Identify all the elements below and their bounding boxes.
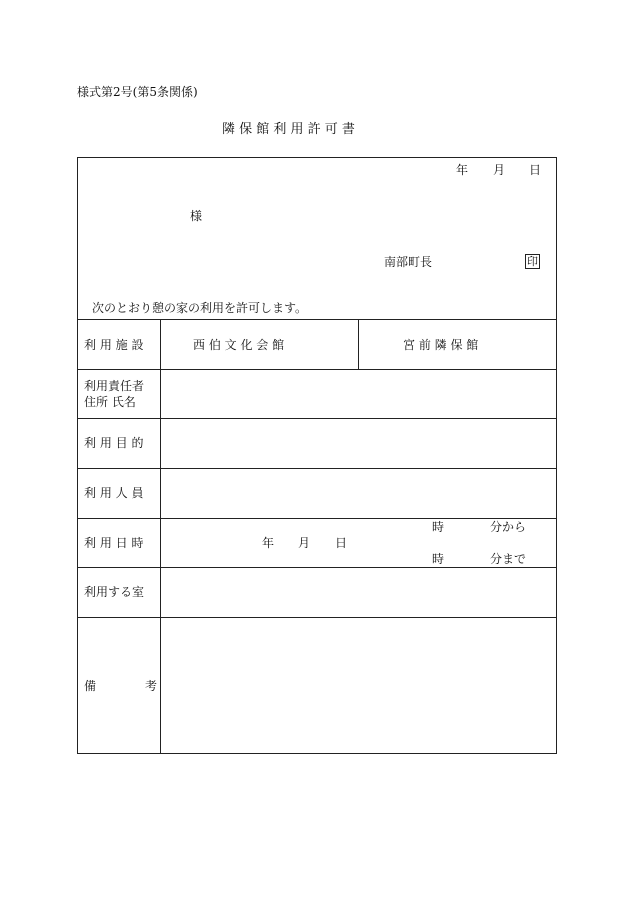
facility-option-miyamae-rinpokan: 宮 前 隣 保 館 xyxy=(403,338,479,352)
row-divider-facility xyxy=(77,319,557,320)
room-label: 利用する室 xyxy=(84,585,145,599)
row-divider-purpose xyxy=(77,418,557,419)
form-number: 様式第2号(第5条関係) xyxy=(77,85,198,99)
row-divider-responsible xyxy=(77,369,557,370)
issuer-name: 南部町長 xyxy=(384,255,433,269)
row-divider-room xyxy=(77,567,557,568)
permission-statement: 次のとおり憩の家の利用を許可します。 xyxy=(92,301,308,315)
start-hour-label: 時 xyxy=(432,520,445,534)
document-title: 隣 保 館 利 用 許 可 書 xyxy=(222,122,355,137)
facility-option-seihaku-bunka-kaikan: 西 伯 文 化 会 館 xyxy=(193,338,285,352)
facility-label: 利 用 施 設 xyxy=(84,338,144,352)
permit-form-table xyxy=(77,157,557,754)
row-divider-remarks xyxy=(77,617,557,618)
datetime-year-label: 年 xyxy=(262,536,275,550)
seal-stamp: 印 xyxy=(527,255,538,268)
remarks-label-left: 備 xyxy=(84,679,97,693)
datetime-label: 利 用 日 時 xyxy=(84,536,144,550)
responsible-label-line1: 利用責任者 xyxy=(84,379,145,393)
facility-option-divider xyxy=(358,319,359,369)
remarks-label-right: 考 xyxy=(145,679,158,693)
headcount-label: 利 用 人 員 xyxy=(84,486,144,500)
end-minute-label: 分まで xyxy=(490,552,527,566)
datetime-month-label: 月 xyxy=(298,536,311,550)
datetime-day-label: 日 xyxy=(335,536,348,550)
addressee-suffix: 様 xyxy=(190,209,203,223)
purpose-label: 利 用 目 的 xyxy=(84,436,144,450)
date-day-label: 日 xyxy=(529,163,542,177)
start-minute-label: 分から xyxy=(490,520,527,534)
date-year-label: 年 xyxy=(456,163,469,177)
row-divider-headcount xyxy=(77,468,557,469)
end-hour-label: 時 xyxy=(432,552,445,566)
date-month-label: 月 xyxy=(493,163,506,177)
row-divider-datetime xyxy=(77,518,557,519)
label-column-divider xyxy=(160,319,161,754)
responsible-label-line2: 住所 氏名 xyxy=(84,395,136,409)
